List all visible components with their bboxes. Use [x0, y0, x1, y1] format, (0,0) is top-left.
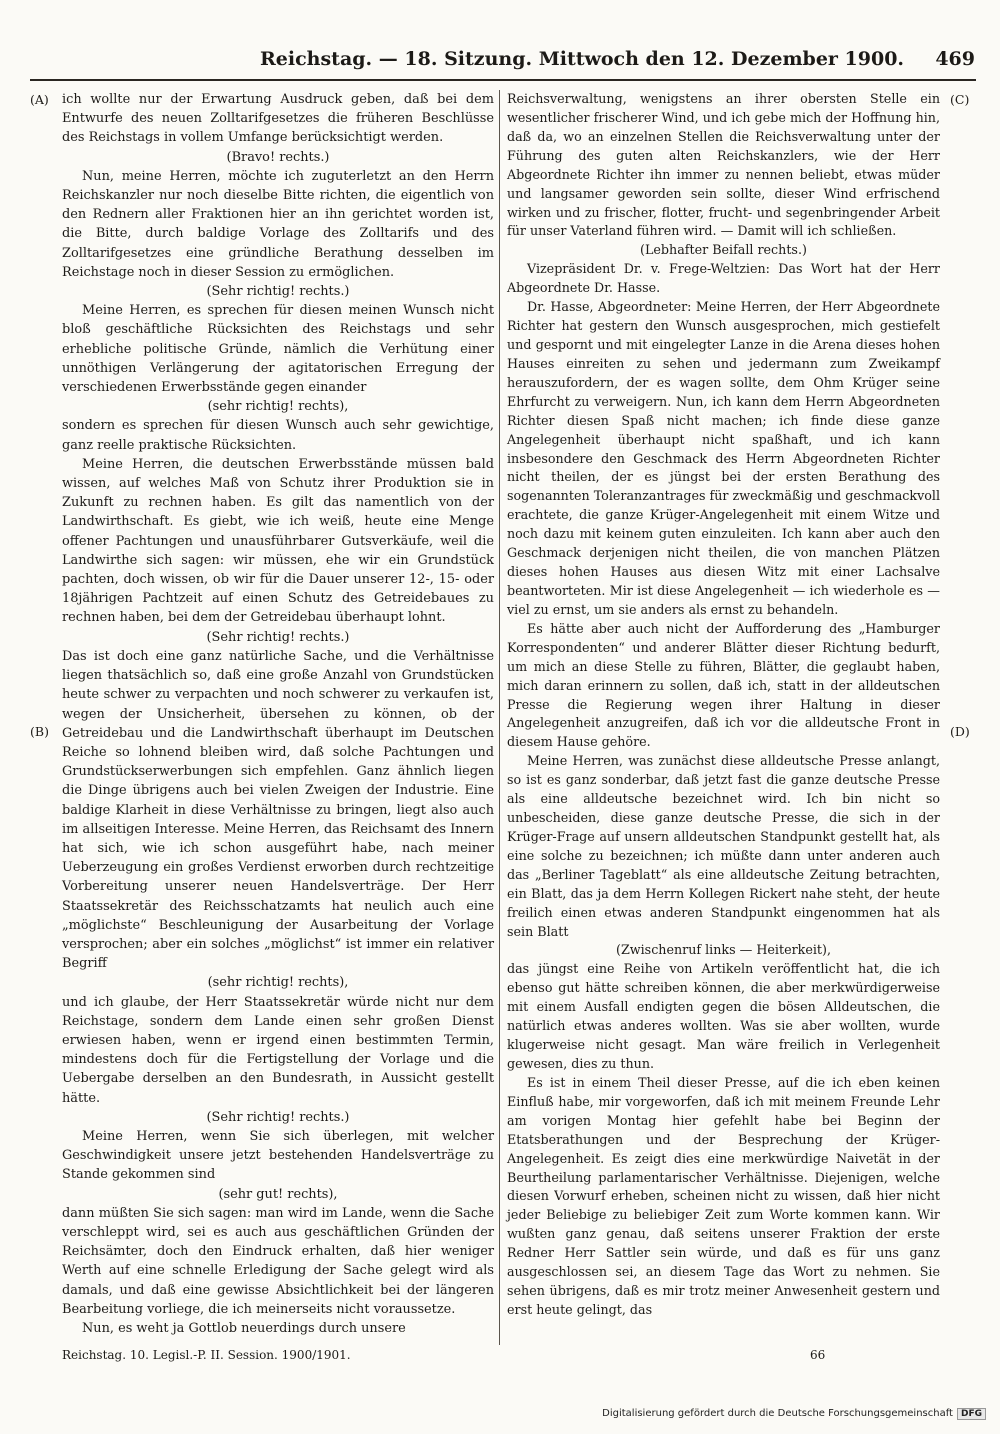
left-paragraph: Meine Herren, es sprechen für diesen meinen Wunsch nicht bloß geschäftliche Rücksichten des Reichstags und sehr erhebliche politische Gründe, nämlich die Verhütung einer unnöthigen Verlängerung der agitatorischen Erregung der verschiedenen Erwerbsstände gegen einander: [62, 303, 494, 396]
left-interjection: (sehr richtig! rechts),: [207, 399, 349, 415]
right-paragraph: das jüngst eine Reihe von Artikeln veröffentlicht hat, die ich ebenso gut hätte schreiben können, die aber merkwürdigerweise mit einem Ausfall endigten gegen die bösen Alldeutschen, die natürlich etwas anderes wollten. Was sie aber wollten, wurde klugerweise nicht gesagt. Man wäre freilich in Verlegenheit gewesen, dies zu thun.: [507, 961, 940, 1072]
left-interjection: (Sehr richtig! rechts.): [206, 284, 350, 300]
left-interjection: (sehr richtig! rechts),: [207, 975, 349, 991]
left-paragraph: Das ist doch eine ganz natürliche Sache, und die Verhältnisse liegen thatsächlich so, daß eine große Anzahl von Grundstücken heute schwer zu verpachten und noch schwerer zu verkaufen ist, wegen der Unsicherheit, übersehen zu können, ob der Getreidebau und die Landwirthschaft überhaupt im Deutschen Reiche so lohnend bleiben wird, daß solche Pachtungen und Grundstückserwerbungen sich empfehlen. Ganz ähnlich liegen die Dinge übrigens auch bei vielen Zweigen der Industrie. Eine baldige Klarheit in diese Verhältnisse zu bringen, liegt also auch im allseitigen Interesse. Meine Herren, das Reichsamt des Innern hat sich, wie ich schon ausgeführt habe, nach meiner Ueberzeugung ein großes Verdienst erworben durch rechtzeitige Vorbereitung unserer neuen Handelsverträge. Der Herr Staatssekretär des Reichsschatzamts hat neulich auch eine „möglichste“ Beschleunigung der Ausarbeitung der Vorlage versprochen; aber ein solches „möglichst“ ist immer ein relativer Begriff: [62, 648, 494, 972]
right-paragraph: Meine Herren, was zunächst diese alldeutsche Presse anlangt, so ist es ganz sonderbar, daß jetzt fast die ganze deutsche Presse als eine alldeutsche bezeichnet wird. Ich bin nicht so unbescheiden, diese ganze deutsche Presse, die sich in der Krüger-Frage auf unsern alldeutschen Standpunkt gestellt hat, als eine solche zu bezeichnen; ich müßte dann unter anderen auch das „Berliner Tageblatt“ als eine alldeutsche Zeitung betrachten, ein Blatt, das ja dem Herrn Kollegen Rickert nahe steht, der heute freilich einen etwas anderen Standpunkt eingenommen hat als sein Blatt: [507, 753, 940, 939]
margin-marker-a: (A): [30, 92, 49, 107]
right-paragraph: Dr. Hasse, Abgeordneter: Meine Herren, der Herr Abgeordnete Richter hat gestern den Wunsch ausgesprochen, mich gestiefelt und gespornt und mit eingelegter Lanze in die Arena dieses hohen Hauses einreiten zu sehen und jedermann zum Zweikampf herauszufordern, der es wagen sollte, dem Ohm Krüger seine Ehrfurcht zu verweigern. Nun, ich kann dem Herrn Abgeordneten Richter diesen Spaß nicht machen; ich finde diese ganze Angelegenheit überhaupt nicht spaßhaft, und ich kann insbesondere den Geschmack des Herrn Abgeordneten Richter nicht theilen, der es jüngst bei der ersten Berathung des sogenannten Toleranzantrages für zweckmäßig und geschmackvoll erachtete, die ganze Krüger-Angelegenheit mit einem Witze und noch dazu mit keinem guten einzuleiten. Ich kann aber auch den Geschmack derjenigen nicht theilen, die von manchen Plätzen dieses hohen Hauses aus diesen Witz mit einer Lachsalve beantworteten. Mir ist diese Angelegenheit — ich wiederhole es — viel zu ernst, um sie anders als ernst zu behandeln.: [507, 299, 940, 617]
right-paragraph: Es ist in einem Theil dieser Presse, auf die ich eben keinen Einfluß habe, mir vorgeworfen, daß ich mit meinem Freunde Lehr am vorigen Montag hier gefehlt habe bei Beginn der Etatsberathungen und der Besprechung der Krüger-Angelegenheit. Es zeigt dies eine merkwürdige Naivetät in der Beurtheilung parlamentarischer Verhältnisse. Diejenigen, welche diesen Vorwurf erheben, scheinen nicht zu wissen, daß hier nicht jeder Beliebige zu beliebiger Zeit zum Worte kommen kann. Wir wußten ganz genau, daß seitens unserer Fraktion der erste Redner Herr Sattler sein würde, und daß es für uns ganz ausgeschlossen sei, an diesem Tage das Wort zu nehmen. Sie sehen übrigens, daß es mir trotz meiner Anwesenheit gestern und erst heute gelingt, das: [507, 1074, 940, 1317]
right-interjection: (Zwischenruf links — Heiterkeit),: [616, 942, 831, 958]
digitization-credit: [602, 1408, 986, 1420]
page-number: 469: [935, 48, 975, 70]
left-paragraph: und ich glaube, der Herr Staatssekretär würde nicht nur dem Reichstage, sondern dem Lande einen sehr großen Dienst erwiesen haben, wenn er irgend einen bestimmten Termin, mindestens doch für die Fertigstellung der Vorlage und die Uebergabe derselben an den Bundesrath, in Aussicht gestellt hätte.: [62, 994, 494, 1106]
margin-marker-d: (D): [950, 724, 970, 739]
right-interjection: (Lebhafter Beifall rechts.): [640, 242, 807, 258]
left-paragraph: Nun, meine Herren, möchte ich zuguterletzt an den Herrn Reichskanzler nur noch dieselbe Bitte richten, die eigentlich von den Rednern aller Fraktionen hier an ihn gerichtet worden ist, die Bitte, durch baldige Vorlage des Zolltarifs und des Zolltarifgesetzes eine gründliche Berathung desselben im Reichstage noch in dieser Session zu ermöglichen.: [62, 168, 494, 280]
header-rule: [30, 79, 976, 81]
left-paragraph: ich wollte nur der Erwartung Ausdruck geben, daß bei dem Entwurfe des neuen Zolltarifgesetzes die früheren Beschlüsse des Reichstags in vollem Umfange berücksichtigt werden.: [62, 92, 494, 146]
column-divider: [499, 90, 500, 1345]
footer-session-info: Reichstag. 10. Legisl.-P. II. Session. 1900/1901.: [62, 1348, 351, 1362]
left-paragraph: Nun, es weht ja Gottlob neuerdings durch unsere: [82, 1321, 406, 1336]
right-paragraph: Es hätte aber auch nicht der Aufforderung des „Hamburger Korrespondenten“ und anderer Blätter dieser Richtung bedurft, um mich an diese Stelle zu führen, Blätter, die geglaubt haben, mich daran erinnern zu sollen, daß ich, statt in der alldeutschen Presse die Regierung wegen ihrer Haltung in dieser Angelegenheit anzugreifen, daß ich vor die alldeutsche Front in diesem Hause gehöre.: [507, 620, 940, 750]
credit-text: Digitalisierung gefördert durch die Deutsche Forschungsgemeinschaft: [602, 1408, 953, 1419]
margin-marker-c: (C): [950, 92, 970, 107]
right-paragraph: Reichsverwaltung, wenigstens an ihrer obersten Stelle ein wesentlicher frischerer Wind, und ich gebe mich der Hoffnung hin, daß da, wo an einzelnen Stellen die Reichsverwaltung unter der Führung des guten alten Reichskanzlers, wie der Herr Abgeordnete Richter ihn immer zu nennen beliebt, etwas müder und langsamer geworden sein sollte, dieser Wind erfrischend wirken und zu frischer, flotter, frucht- und segenbringender Arbeit für unser Vaterland führen wird. — Damit will ich schließen.: [507, 91, 940, 239]
left-interjection: (Bravo! rechts.): [226, 149, 330, 165]
margin-marker-b: (B): [30, 724, 49, 739]
left-interjection: (Sehr richtig! rechts.): [206, 1109, 350, 1125]
left-paragraph: dann müßten Sie sich sagen: man wird im Lande, wenn die Sache verschleppt wird, sei es auch aus geschäftlichen Gründen der Reichsämter, doch den Eindruck erhalten, daß hier weniger Werth auf eine schnelle Erledigung der Sache gelegt wird als damals, und daß eine gewisse Absichtlichkeit bei der längeren Bearbeitung vorliege, die ich meinerseits nicht voraussetze.: [62, 1205, 494, 1317]
left-interjection: (Sehr richtig! rechts.): [206, 629, 350, 645]
left-paragraph: Meine Herren, wenn Sie sich überlegen, mit welcher Geschwindigkeit unsere jetzt bestehenden Handelsverträge zu Stande gekommen sind: [62, 1128, 494, 1183]
right-column: [507, 90, 940, 1345]
left-paragraph: sondern es sprechen für diesen Wunsch auch sehr gewichtige, ganz reelle praktische Rücksichten.: [62, 418, 494, 453]
left-paragraph: Meine Herren, die deutschen Erwerbsstände müssen bald wissen, auf welches Maß von Schutz ihrer Produktion sie in Zukunft zu rechnen haben. Es gilt das namentlich von der Landwirthschaft. Es giebt, wie ich weiß, heute eine Menge offener Pachtungen und unausführbarer Gutsverkäufe, weil die Landwirthe sich sagen: wir müssen, ehe wir ein Grundstück pachten, doch wissen, ob wir für die Dauer unserer 12-, 15- oder 18jährigen Pachtzeit auf einen Schutz des Getreidebaues zu rechnen haben, bei dem der Getreidebau überhaupt lohnt.: [62, 456, 494, 626]
left-column: [62, 90, 494, 1345]
dfg-logo: DFG: [957, 1408, 986, 1420]
left-interjection: (sehr gut! rechts),: [218, 1186, 338, 1202]
footer-sheet-number: 66: [810, 1348, 826, 1362]
page-header: [30, 40, 975, 74]
running-title: Reichstag. — 18. Sitzung. Mittwoch den 12. Dezember 1900.: [260, 48, 905, 70]
right-paragraph: Vizepräsident Dr. v. Frege-Weltzien: Das Wort hat der Herr Abgeordnete Dr. Hasse.: [507, 261, 940, 296]
